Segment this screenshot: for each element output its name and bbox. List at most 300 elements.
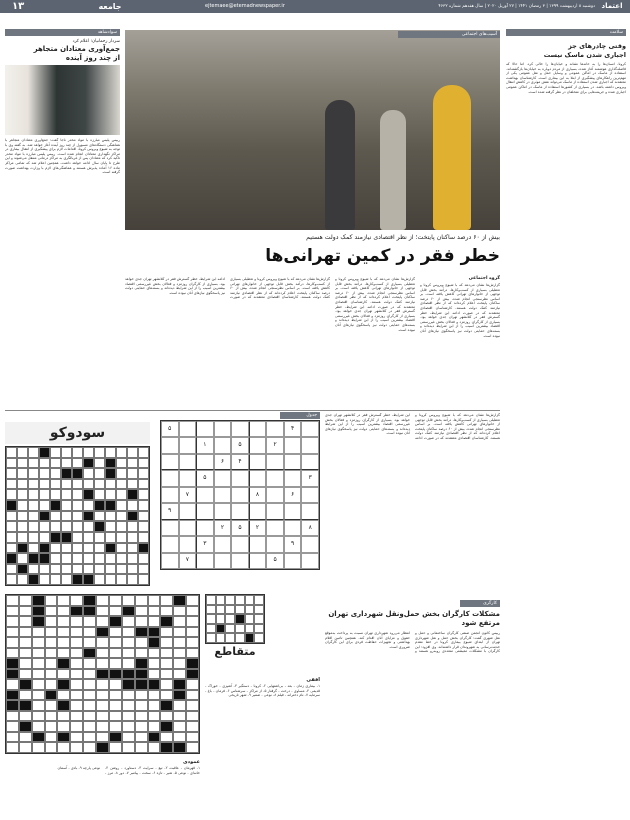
- sudoku-cell[interactable]: [214, 503, 232, 519]
- crossword-cell[interactable]: [94, 521, 105, 532]
- crossword-cell[interactable]: [122, 700, 135, 711]
- crossword-cell[interactable]: [61, 543, 72, 554]
- crossword-cell[interactable]: [19, 669, 32, 680]
- crossword-cell[interactable]: [28, 532, 39, 543]
- crossword-cell[interactable]: [135, 742, 148, 753]
- crossword-cell[interactable]: [6, 553, 17, 564]
- crossword-cell[interactable]: [6, 595, 19, 606]
- sudoku-cell[interactable]: [231, 536, 249, 552]
- crossword-cell[interactable]: [138, 468, 149, 479]
- crossword-cell[interactable]: [45, 606, 58, 617]
- crossword-cell[interactable]: [83, 479, 94, 490]
- crossword-cell[interactable]: [17, 458, 28, 469]
- crossword-cell[interactable]: [6, 447, 17, 458]
- crossword-cell[interactable]: [148, 595, 161, 606]
- crossword-cell[interactable]: [216, 614, 226, 624]
- sudoku-cell[interactable]: [196, 487, 214, 503]
- crossword-cell[interactable]: [19, 595, 32, 606]
- crossword-cell[interactable]: [19, 606, 32, 617]
- sudoku-cell[interactable]: [196, 421, 214, 437]
- sudoku-cell[interactable]: [301, 454, 319, 470]
- crossword-cell[interactable]: [135, 721, 148, 732]
- crossword-cell[interactable]: [148, 690, 161, 701]
- crossword-cell[interactable]: [45, 690, 58, 701]
- crossword-cell[interactable]: [83, 627, 96, 638]
- crossword-cell[interactable]: [6, 543, 17, 554]
- crossword-cell[interactable]: [122, 669, 135, 680]
- crossword-cell[interactable]: [50, 521, 61, 532]
- crossword-cell[interactable]: [94, 543, 105, 554]
- crossword-cell[interactable]: [72, 458, 83, 469]
- crossword-cell[interactable]: [105, 564, 116, 575]
- crossword-cell[interactable]: [28, 500, 39, 511]
- crossword-cell[interactable]: [96, 648, 109, 659]
- crossword-cell[interactable]: [254, 595, 264, 605]
- crossword-cell[interactable]: [17, 574, 28, 585]
- crossword-cell[interactable]: [57, 595, 70, 606]
- crossword-cell[interactable]: [116, 564, 127, 575]
- crossword-cell[interactable]: [245, 614, 255, 624]
- crossword-cell[interactable]: [116, 479, 127, 490]
- crossword-cell[interactable]: [173, 690, 186, 701]
- sudoku-cell[interactable]: [266, 520, 284, 536]
- crossword-cell[interactable]: [173, 679, 186, 690]
- sudoku-cell[interactable]: [284, 520, 302, 536]
- crossword-cell[interactable]: [225, 595, 235, 605]
- crossword-cell[interactable]: [72, 489, 83, 500]
- sudoku-cell[interactable]: [231, 553, 249, 569]
- sudoku-cell[interactable]: [301, 553, 319, 569]
- crossword-cell[interactable]: [94, 489, 105, 500]
- crossword-cell[interactable]: [61, 553, 72, 564]
- crossword-cell[interactable]: [45, 595, 58, 606]
- crossword-cell[interactable]: [135, 669, 148, 680]
- sudoku-cell[interactable]: [284, 454, 302, 470]
- crossword-cell[interactable]: [39, 511, 50, 522]
- crossword-cell[interactable]: [94, 458, 105, 469]
- crossword-cell[interactable]: [173, 616, 186, 627]
- crossword-cell[interactable]: [50, 447, 61, 458]
- crossword-cell[interactable]: [116, 458, 127, 469]
- crossword-cell[interactable]: [32, 648, 45, 659]
- sudoku-cell[interactable]: [249, 470, 267, 486]
- crossword-cell[interactable]: [94, 574, 105, 585]
- crossword-cell[interactable]: [61, 532, 72, 543]
- crossword-cell[interactable]: [135, 690, 148, 701]
- crossword-cell[interactable]: [39, 500, 50, 511]
- crossword-cell[interactable]: [45, 648, 58, 659]
- crossword-cell[interactable]: [50, 564, 61, 575]
- crossword-cell[interactable]: [96, 732, 109, 743]
- sudoku-cell[interactable]: [214, 437, 232, 453]
- sudoku-cell[interactable]: [301, 421, 319, 437]
- crossword-cell[interactable]: [70, 627, 83, 638]
- crossword-cell[interactable]: [160, 606, 173, 617]
- crossword-cell[interactable]: [32, 637, 45, 648]
- crossword-cell[interactable]: [83, 679, 96, 690]
- crossword-cell[interactable]: [105, 532, 116, 543]
- crossword-cell[interactable]: [70, 742, 83, 753]
- crossword-cell[interactable]: [83, 564, 94, 575]
- crossword-cell[interactable]: [135, 606, 148, 617]
- crossword-cell[interactable]: [6, 637, 19, 648]
- crossword-cell[interactable]: [39, 489, 50, 500]
- crossword-cell[interactable]: [72, 553, 83, 564]
- crossword-cell[interactable]: [57, 679, 70, 690]
- crossword-cell[interactable]: [50, 489, 61, 500]
- crossword-cell[interactable]: [127, 489, 138, 500]
- crossword-cell[interactable]: [17, 521, 28, 532]
- crossword-cell[interactable]: [148, 711, 161, 722]
- crossword-cell[interactable]: [116, 489, 127, 500]
- sudoku-cell[interactable]: [249, 553, 267, 569]
- sudoku-cell[interactable]: ۶: [214, 454, 232, 470]
- crossword-cell[interactable]: [173, 606, 186, 617]
- crossword-cell[interactable]: [105, 521, 116, 532]
- crossword-cell[interactable]: [94, 532, 105, 543]
- crossword-cell[interactable]: [61, 574, 72, 585]
- crossword-cell[interactable]: [105, 458, 116, 469]
- crossword-cell[interactable]: [83, 543, 94, 554]
- crossword-cell[interactable]: [116, 532, 127, 543]
- crossword-cell[interactable]: [6, 700, 19, 711]
- crossword-cell[interactable]: [17, 479, 28, 490]
- crossword-cell[interactable]: [160, 627, 173, 638]
- sudoku-cell[interactable]: [161, 487, 179, 503]
- crossword-cell[interactable]: [28, 468, 39, 479]
- crossword-cell[interactable]: [138, 574, 149, 585]
- crossword-cell[interactable]: [28, 553, 39, 564]
- sudoku-cell[interactable]: [266, 536, 284, 552]
- crossword-cell[interactable]: [109, 742, 122, 753]
- crossword-cell[interactable]: [109, 658, 122, 669]
- crossword-cell[interactable]: [135, 658, 148, 669]
- sudoku-cell[interactable]: ۲: [266, 437, 284, 453]
- crossword-cell[interactable]: [6, 532, 17, 543]
- sudoku-cell[interactable]: ۵: [196, 470, 214, 486]
- crossword-cell[interactable]: [6, 458, 17, 469]
- crossword-cell[interactable]: [96, 658, 109, 669]
- crossword-cell[interactable]: [57, 627, 70, 638]
- sudoku-cell[interactable]: [179, 454, 197, 470]
- crossword-cell[interactable]: [109, 711, 122, 722]
- crossword-cell[interactable]: [19, 637, 32, 648]
- crossword-cell[interactable]: [206, 595, 216, 605]
- crossword-cell[interactable]: [186, 690, 199, 701]
- crossword-cell[interactable]: [235, 605, 245, 615]
- crossword-cell[interactable]: [127, 521, 138, 532]
- crossword-cell[interactable]: [109, 595, 122, 606]
- crossword-cell[interactable]: [45, 721, 58, 732]
- crossword-cell[interactable]: [94, 553, 105, 564]
- crossword-cell[interactable]: [109, 669, 122, 680]
- sudoku-cell[interactable]: [214, 553, 232, 569]
- sudoku-cell[interactable]: [179, 421, 197, 437]
- crossword-cell[interactable]: [116, 543, 127, 554]
- crossword-cell[interactable]: [96, 627, 109, 638]
- sudoku-cell[interactable]: [196, 553, 214, 569]
- crossword-cell[interactable]: [83, 532, 94, 543]
- crossword-cell[interactable]: [72, 521, 83, 532]
- crossword-cell[interactable]: [45, 732, 58, 743]
- crossword-cell[interactable]: [138, 521, 149, 532]
- crossword-cell[interactable]: [148, 669, 161, 680]
- crossword-cell[interactable]: [160, 658, 173, 669]
- crossword-cell[interactable]: [57, 742, 70, 753]
- crossword-cell[interactable]: [173, 637, 186, 648]
- crossword-cell[interactable]: [61, 511, 72, 522]
- crossword-cell[interactable]: [83, 669, 96, 680]
- crossword-cell[interactable]: [28, 564, 39, 575]
- crossword-cell[interactable]: [28, 479, 39, 490]
- sudoku-cell[interactable]: [161, 437, 179, 453]
- crossword-cell[interactable]: [138, 564, 149, 575]
- crossword-cell[interactable]: [160, 721, 173, 732]
- crossword-cell[interactable]: [32, 742, 45, 753]
- crossword-cell[interactable]: [186, 637, 199, 648]
- sudoku-cell[interactable]: ۷: [179, 487, 197, 503]
- crossword-cell[interactable]: [61, 447, 72, 458]
- crossword-cell[interactable]: [17, 489, 28, 500]
- crossword-cell[interactable]: [116, 447, 127, 458]
- crossword-cell[interactable]: [138, 543, 149, 554]
- sudoku-cell[interactable]: [196, 503, 214, 519]
- crossword-cell[interactable]: [28, 489, 39, 500]
- crossword-cell[interactable]: [32, 658, 45, 669]
- sudoku-cell[interactable]: [301, 503, 319, 519]
- crossword-cell[interactable]: [50, 479, 61, 490]
- crossword-cell[interactable]: [57, 606, 70, 617]
- sudoku-cell[interactable]: [231, 470, 249, 486]
- crossword-cell[interactable]: [17, 468, 28, 479]
- crossword-cell[interactable]: [216, 605, 226, 615]
- crossword-cell[interactable]: [6, 732, 19, 743]
- crossword-cell[interactable]: [83, 521, 94, 532]
- crossword-cell[interactable]: [32, 679, 45, 690]
- crossword-cell[interactable]: [186, 616, 199, 627]
- crossword-cell[interactable]: [83, 721, 96, 732]
- crossword-cell[interactable]: [83, 468, 94, 479]
- crossword-cell[interactable]: [6, 616, 19, 627]
- crossword-cell[interactable]: [17, 500, 28, 511]
- sudoku-cell[interactable]: ۴: [284, 421, 302, 437]
- crossword-cell[interactable]: [138, 500, 149, 511]
- crossword-cell[interactable]: [186, 627, 199, 638]
- crossword-cell[interactable]: [160, 742, 173, 753]
- crossword-cell[interactable]: [70, 690, 83, 701]
- crossword-cell[interactable]: [83, 595, 96, 606]
- crossword-cell[interactable]: [235, 624, 245, 634]
- crossword-cell[interactable]: [50, 500, 61, 511]
- crossword-cell[interactable]: [50, 574, 61, 585]
- crossword-cell[interactable]: [61, 458, 72, 469]
- crossword-cell[interactable]: [122, 690, 135, 701]
- crossword-cell[interactable]: [122, 606, 135, 617]
- crossword-cell[interactable]: [148, 700, 161, 711]
- sudoku-cell[interactable]: [214, 421, 232, 437]
- crossword-cell[interactable]: [32, 616, 45, 627]
- crossword-cell[interactable]: [138, 511, 149, 522]
- crossword-cell[interactable]: [96, 690, 109, 701]
- crossword-cell[interactable]: [135, 732, 148, 743]
- crossword-cell[interactable]: [39, 574, 50, 585]
- crossword-cell[interactable]: [127, 543, 138, 554]
- crossword-cell[interactable]: [32, 669, 45, 680]
- crossword-cell[interactable]: [28, 511, 39, 522]
- crossword-cell[interactable]: [94, 564, 105, 575]
- crossword-cell[interactable]: [96, 669, 109, 680]
- crossword-cell[interactable]: [138, 553, 149, 564]
- crossword-cell[interactable]: [96, 742, 109, 753]
- crossword-cell[interactable]: [61, 500, 72, 511]
- crossword-cell[interactable]: [32, 606, 45, 617]
- sudoku-cell[interactable]: ۹: [284, 536, 302, 552]
- crossword-cell[interactable]: [94, 447, 105, 458]
- sudoku-cell[interactable]: [231, 487, 249, 503]
- sudoku-cell[interactable]: [231, 421, 249, 437]
- sudoku-cell[interactable]: ۵: [231, 520, 249, 536]
- crossword-cell[interactable]: [83, 458, 94, 469]
- crossword-cell[interactable]: [138, 458, 149, 469]
- crossword-cell[interactable]: [122, 732, 135, 743]
- crossword-cell[interactable]: [70, 658, 83, 669]
- crossword-cell[interactable]: [61, 521, 72, 532]
- crossword-cell[interactable]: [57, 616, 70, 627]
- crossword-cell[interactable]: [160, 690, 173, 701]
- crossword-cell[interactable]: [50, 543, 61, 554]
- crossword-cell[interactable]: [83, 690, 96, 701]
- crossword-cell[interactable]: [160, 648, 173, 659]
- crossword-cell[interactable]: [28, 574, 39, 585]
- crossword-cell[interactable]: [160, 637, 173, 648]
- crossword-cell[interactable]: [122, 658, 135, 669]
- crossword-cell[interactable]: [138, 447, 149, 458]
- crossword-cell[interactable]: [6, 521, 17, 532]
- crossword-cell[interactable]: [173, 658, 186, 669]
- crossword-cell[interactable]: [216, 595, 226, 605]
- crossword-cell[interactable]: [94, 468, 105, 479]
- crossword-cell[interactable]: [19, 732, 32, 743]
- crossword-cell[interactable]: [109, 616, 122, 627]
- crossword-cell[interactable]: [254, 605, 264, 615]
- crossword-cell[interactable]: [70, 595, 83, 606]
- crossword-cell[interactable]: [127, 479, 138, 490]
- sudoku-cell[interactable]: ۵: [161, 421, 179, 437]
- crossword-cell[interactable]: [70, 648, 83, 659]
- crossword-cell[interactable]: [96, 679, 109, 690]
- sudoku-cell[interactable]: [284, 470, 302, 486]
- crossword-cell[interactable]: [206, 614, 216, 624]
- crossword-cell[interactable]: [57, 732, 70, 743]
- crossword-cell[interactable]: [186, 721, 199, 732]
- sudoku-cell[interactable]: [179, 520, 197, 536]
- sudoku-cell[interactable]: [179, 437, 197, 453]
- crossword-cell[interactable]: [45, 637, 58, 648]
- sudoku-cell[interactable]: ۴: [231, 454, 249, 470]
- crossword-cell[interactable]: [17, 532, 28, 543]
- crossword-cell[interactable]: [6, 511, 17, 522]
- crossword-cell[interactable]: [186, 658, 199, 669]
- sudoku-cell[interactable]: [196, 454, 214, 470]
- sudoku-cell[interactable]: [266, 470, 284, 486]
- crossword-cell[interactable]: [83, 574, 94, 585]
- crossword-cell[interactable]: [245, 605, 255, 615]
- crossword-cell[interactable]: [127, 553, 138, 564]
- crossword-cell[interactable]: [61, 468, 72, 479]
- crossword-cell[interactable]: [19, 679, 32, 690]
- crossword-cell[interactable]: [6, 679, 19, 690]
- crossword-cell[interactable]: [160, 700, 173, 711]
- crossword-cell[interactable]: [61, 489, 72, 500]
- sudoku-cell[interactable]: [284, 553, 302, 569]
- crossword-cell[interactable]: [135, 711, 148, 722]
- crossword-cell[interactable]: [206, 624, 216, 634]
- sudoku-cell[interactable]: [179, 536, 197, 552]
- crossword-cell[interactable]: [83, 742, 96, 753]
- crossword-cell[interactable]: [122, 595, 135, 606]
- crossword-cell[interactable]: [32, 721, 45, 732]
- crossword-cell[interactable]: [160, 711, 173, 722]
- crossword-cell[interactable]: [96, 637, 109, 648]
- crossword-cell[interactable]: [160, 732, 173, 743]
- crossword-cell[interactable]: [122, 721, 135, 732]
- crossword-cell[interactable]: [6, 742, 19, 753]
- crossword-cell[interactable]: [122, 679, 135, 690]
- crossword-cell[interactable]: [32, 627, 45, 638]
- crossword-cell[interactable]: [39, 479, 50, 490]
- crossword-cell[interactable]: [245, 595, 255, 605]
- crossword-cell[interactable]: [70, 711, 83, 722]
- crossword-cell[interactable]: [116, 521, 127, 532]
- crossword-cell[interactable]: [28, 521, 39, 532]
- crossword-cell[interactable]: [186, 669, 199, 680]
- crossword-cell[interactable]: [72, 543, 83, 554]
- crossword-cell[interactable]: [160, 669, 173, 680]
- crossword-cell[interactable]: [254, 614, 264, 624]
- sudoku-cell[interactable]: [161, 553, 179, 569]
- sudoku-cell[interactable]: [266, 503, 284, 519]
- crossword-cell[interactable]: [72, 511, 83, 522]
- crossword-cell[interactable]: [138, 532, 149, 543]
- crossword-cell[interactable]: [138, 489, 149, 500]
- crossword-cell[interactable]: [173, 669, 186, 680]
- sudoku-cell[interactable]: [214, 536, 232, 552]
- crossword-cell[interactable]: [57, 658, 70, 669]
- crossword-cell[interactable]: [83, 511, 94, 522]
- crossword-cell[interactable]: [186, 700, 199, 711]
- crossword-cell[interactable]: [72, 447, 83, 458]
- crossword-cell[interactable]: [109, 627, 122, 638]
- crossword-cell[interactable]: [17, 543, 28, 554]
- crossword-cell[interactable]: [127, 468, 138, 479]
- crossword-cell[interactable]: [17, 511, 28, 522]
- crossword-cell[interactable]: [105, 500, 116, 511]
- crossword-cell[interactable]: [109, 648, 122, 659]
- crossword-cell[interactable]: [45, 700, 58, 711]
- sudoku-cell[interactable]: ۲: [214, 520, 232, 536]
- sudoku-cell[interactable]: ۵: [266, 553, 284, 569]
- crossword-cell[interactable]: [83, 500, 94, 511]
- crossword-cell[interactable]: [254, 633, 264, 643]
- crossword-cell[interactable]: [160, 595, 173, 606]
- crossword-cell[interactable]: [6, 574, 17, 585]
- crossword-cell[interactable]: [6, 658, 19, 669]
- crossword-cell[interactable]: [50, 458, 61, 469]
- crossword-cell[interactable]: [235, 614, 245, 624]
- sudoku-cell[interactable]: [266, 454, 284, 470]
- crossword-cell[interactable]: [45, 711, 58, 722]
- sudoku-cell[interactable]: [179, 470, 197, 486]
